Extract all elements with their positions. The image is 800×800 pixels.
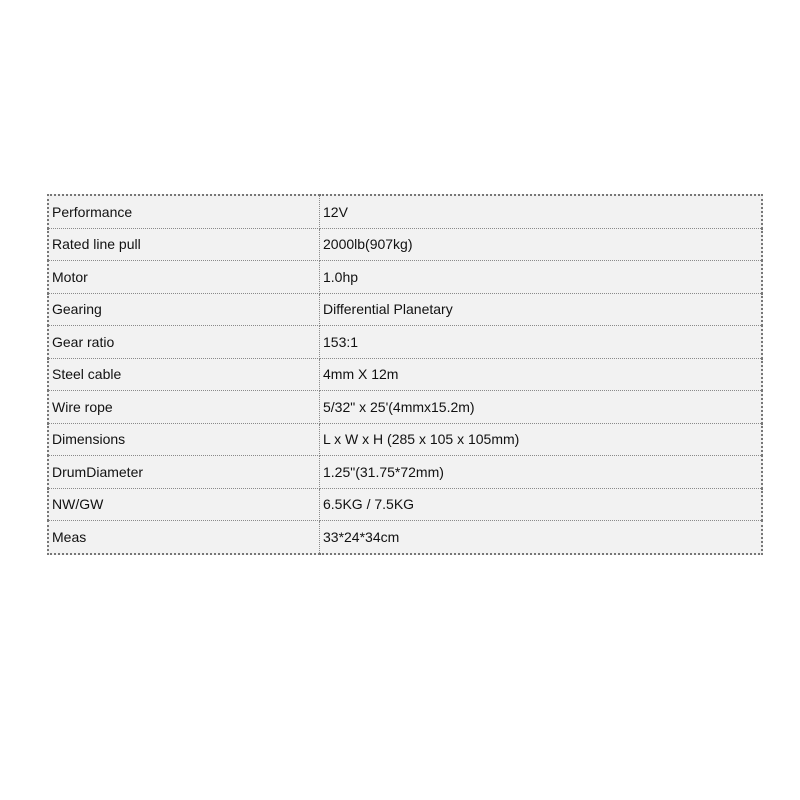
spec-label: Gear ratio — [48, 326, 320, 359]
spec-value: 153:1 — [320, 326, 763, 359]
spec-label: Steel cable — [48, 358, 320, 391]
spec-value: 33*24*34cm — [320, 521, 763, 554]
spec-label: Dimensions — [48, 423, 320, 456]
table-row — [48, 293, 762, 326]
spec-label: Gearing — [48, 293, 320, 326]
spec-value: 6.5KG / 7.5KG — [320, 488, 763, 521]
spec-value: 1.0hp — [320, 261, 763, 294]
table-row — [48, 456, 762, 489]
table-row — [48, 521, 762, 554]
table-row — [48, 423, 762, 456]
spec-label: Performance — [48, 195, 320, 228]
table-row — [48, 195, 762, 228]
spec-label: Wire rope — [48, 391, 320, 424]
spec-label: Motor — [48, 261, 320, 294]
spec-table — [47, 194, 763, 555]
table-row — [48, 488, 762, 521]
spec-value: Differential Planetary — [320, 293, 763, 326]
spec-label: Meas — [48, 521, 320, 554]
spec-value: 4mm X 12m — [320, 358, 763, 391]
spec-value: 5/32" x 25'(4mmx15.2m) — [320, 391, 763, 424]
spec-label: DrumDiameter — [48, 456, 320, 489]
spec-label: NW/GW — [48, 488, 320, 521]
table-row — [48, 326, 762, 359]
spec-value: 2000lb(907kg) — [320, 228, 763, 261]
table-row — [48, 228, 762, 261]
spec-value: 12V — [320, 195, 763, 228]
spec-value: 1.25"(31.75*72mm) — [320, 456, 763, 489]
table-row — [48, 358, 762, 391]
table-row — [48, 261, 762, 294]
spec-value: L x W x H (285 x 105 x 105mm) — [320, 423, 763, 456]
spec-label: Rated line pull — [48, 228, 320, 261]
table-row — [48, 391, 762, 424]
